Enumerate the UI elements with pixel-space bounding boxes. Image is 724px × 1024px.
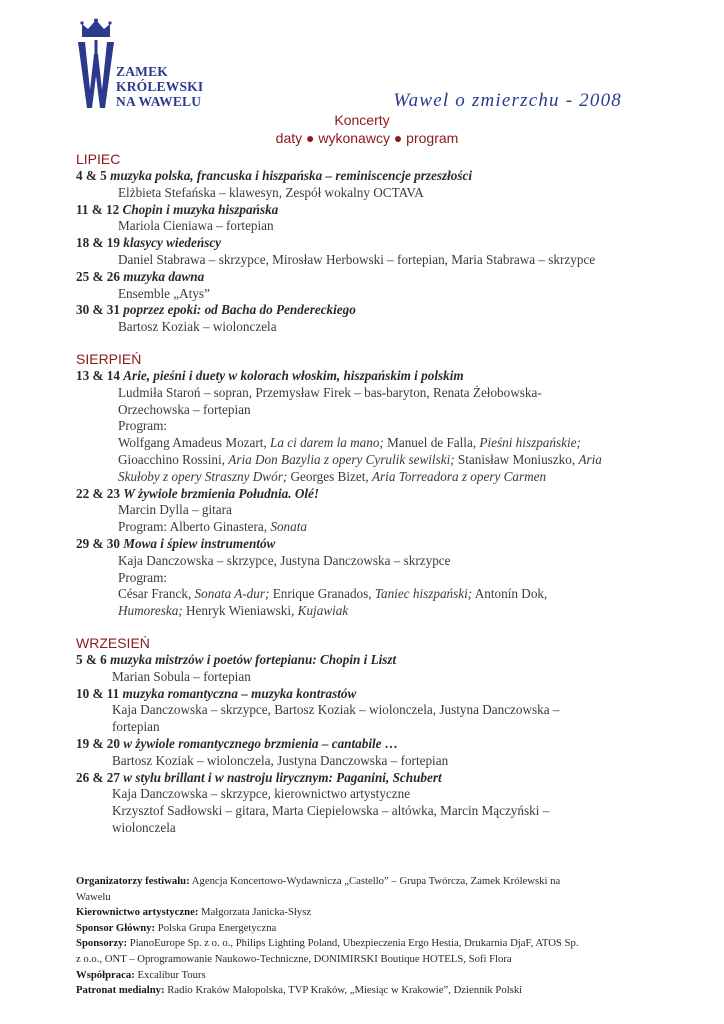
- organizers: [76, 874, 664, 890]
- event-performers: Kaja Danczowska – skrzypce, Bartosz Koziak – wiolonczela, Justyna Danczowska –: [112, 702, 560, 718]
- event-title: Arie, pieśni i duety w kolorach włoskim, hiszpańskim i polskim: [123, 367, 464, 383]
- event: [76, 652, 676, 686]
- composer: César Franck,: [118, 586, 195, 602]
- event: [76, 736, 676, 770]
- event: [76, 536, 676, 620]
- crown-w-emblem-icon: [76, 18, 116, 110]
- program-label: Program:: [118, 569, 168, 585]
- event-title: w stylu brillant i w nastroju lirycznym: Paganini, Schubert: [123, 769, 442, 785]
- composer: Gioacchino Rossini,: [118, 451, 229, 467]
- event-dates: 5 & 6: [76, 651, 107, 667]
- event-title: muzyka polska, francuska i hiszpańska – reminiscencje przeszłości: [110, 168, 473, 183]
- event-performers: fortepian: [112, 719, 160, 735]
- event-dates: 4 & 5: [76, 168, 107, 183]
- composer: Henryk Wieniawski,: [182, 603, 298, 619]
- festival-title: Wawel o zmierzchu - 2008: [393, 90, 622, 111]
- sponsors-cont: z o.o., ONT – Oprogramowanie Naukowo-Techniczne, DONIMIRSKI Boutique HOTELS, Sofi Flora: [76, 952, 512, 965]
- event-title: w żywiole romantycznego brzmienia – cantabile …: [123, 735, 399, 751]
- event-performers: Ensemble „Atys”: [118, 285, 210, 301]
- event-dates: 25 & 26: [76, 268, 120, 284]
- sponsors: [76, 936, 664, 952]
- event-performers: Bartosz Koziak – wiolonczela: [118, 319, 277, 335]
- work: Skułoby z opery Straszny Dwór;: [118, 468, 288, 484]
- event: [76, 770, 676, 837]
- event-title: W żywiole brzmienia Południa. Olé!: [123, 485, 320, 501]
- event-performers: Daniel Stabrawa – skrzypce, Mirosław Herbowski – fortepian, Maria Stabrawa – skrzypce: [118, 251, 596, 267]
- work: Humoreska;: [118, 603, 183, 619]
- composer: Georges Bizet,: [287, 468, 372, 484]
- event-dates: 13 & 14: [76, 367, 120, 383]
- logo-line-1: ZAMEK: [116, 64, 169, 79]
- event: [76, 302, 676, 336]
- logo-line-3: NA WAWELU: [116, 94, 202, 109]
- month-heading: SIERPIEŃ: [76, 350, 142, 367]
- month-heading: WRZESIEŃ: [76, 634, 150, 651]
- event: [76, 368, 676, 486]
- logo-line-2: KRÓLEWSKI: [116, 79, 204, 94]
- event-performers: Ludmiła Staroń – sopran, Przemysław Firek – bas-baryton, Renata Żełobowska-: [118, 384, 542, 400]
- credit-label: Patronat medialny:: [76, 984, 165, 997]
- event-dates: 29 & 30: [76, 535, 120, 551]
- work: Sonata: [270, 519, 307, 535]
- event-performers: wiolonczela: [112, 819, 176, 835]
- subtitle-concerts: Koncerty: [334, 112, 390, 128]
- credit-value: PianoEurope Sp. z o. o., Philips Lighting Poland, Ubezpieczenia Ergo Hestia, Drukarnia DjaF, ATOS Sp.: [127, 937, 579, 950]
- event-performers: Marcin Dylla – gitara: [118, 502, 232, 518]
- program-line: [76, 586, 676, 603]
- artistic-direction: [76, 905, 664, 921]
- event: [76, 202, 676, 236]
- event-dates: 26 & 27: [76, 769, 120, 785]
- festival-credits: [76, 874, 664, 999]
- event-dates: 18 & 19: [76, 235, 120, 251]
- credit-value: Radio Kraków Małopolska, TVP Kraków, „Miesiąc w Krakowie”, Dziennik Polski: [164, 984, 523, 997]
- zamek-krolewski-logo: [76, 18, 206, 113]
- work: Kujawiak: [297, 603, 349, 619]
- event: [76, 486, 676, 536]
- cooperation: [76, 968, 664, 984]
- event: [76, 235, 676, 269]
- event-title: klasycy wiedeńscy: [123, 235, 222, 251]
- event-title: Mowa i śpiew instrumentów: [123, 535, 276, 551]
- media-patronage: [76, 983, 664, 999]
- program-line: [76, 435, 676, 452]
- composer: Antonín Dok,: [472, 586, 548, 602]
- event-performers: Krzysztof Sadłowski – gitara, Marta Ciepielowska – altówka, Marcin Mączyński –: [112, 803, 550, 819]
- composer: Enrique Granados,: [269, 586, 375, 602]
- credit-label: Kierownictwo artystyczne:: [76, 906, 199, 919]
- event: [76, 686, 676, 736]
- work: Aria Don Bazylia z opery Cyrulik sewilski;: [228, 451, 455, 467]
- credit-value: Małgorzata Janicka-Słysz: [198, 906, 312, 919]
- month-heading: LIPIEC: [76, 151, 121, 167]
- event-dates: 10 & 11: [76, 685, 120, 701]
- concert-program: [76, 150, 676, 837]
- composer: Wolfgang Amadeus Mozart,: [118, 435, 271, 451]
- event-title: Chopin i muzyka hiszpańska: [122, 201, 279, 217]
- event-dates: 22 & 23: [76, 485, 120, 501]
- event-performers: Kaja Danczowska – skrzypce, kierownictwo artystyczne: [112, 786, 411, 802]
- composer: Program: Alberto Ginastera,: [118, 519, 271, 535]
- event: [76, 168, 676, 202]
- event-performers: Marian Sobula – fortepian: [112, 668, 251, 684]
- program-line: [76, 452, 676, 469]
- subtitle-details: daty ● wykonawcy ● program: [275, 130, 459, 146]
- event-dates: 19 & 20: [76, 735, 120, 751]
- event-title: muzyka mistrzów i poetów fortepianu: Chopin i Liszt: [110, 651, 397, 667]
- composer: Stanisław Moniuszko,: [454, 451, 579, 467]
- credit-value: Agencja Koncertowo-Wydawnicza „Castello” – Grupa Twórcza, Zamek Królewski na: [189, 875, 561, 887]
- event-dates: 30 & 31: [76, 302, 120, 318]
- event-performers: Mariola Cieniawa – fortepian: [118, 218, 274, 234]
- work: Aria: [578, 451, 602, 467]
- work: Sonata A-dur;: [194, 586, 270, 602]
- credit-label: Sponsor Główny:: [76, 921, 156, 934]
- credit-label: Sponsorzy:: [76, 937, 128, 950]
- program-label: Program:: [118, 418, 168, 434]
- work: La ci darem la mano;: [270, 435, 384, 451]
- event-title: muzyka dawna: [123, 268, 205, 284]
- credit-value: Polska Grupa Energetyczna: [155, 921, 277, 934]
- program-line: [76, 603, 676, 620]
- organizers-cont: Wawelu: [76, 890, 111, 903]
- event-dates: 11 & 12: [76, 201, 120, 217]
- credit-label: Organizatorzy festiwalu:: [76, 875, 190, 887]
- work: Aria Torreadora z opery Carmen: [371, 468, 547, 484]
- program-line: [76, 469, 676, 486]
- main-sponsor: [76, 921, 664, 937]
- event: [76, 269, 676, 303]
- event-title: poprzez epoki: od Bacha do Pendereckiego: [123, 302, 356, 318]
- event-performers: Orzechowska – fortepian: [118, 401, 251, 417]
- event-performers: Elżbieta Stefańska – klawesyn, Zespół wokalny OCTAVA: [118, 184, 424, 200]
- credit-value: Excalibur Tours: [134, 968, 206, 981]
- work: Taniec hiszpański;: [374, 586, 473, 602]
- credit-label: Współpraca:: [76, 968, 135, 981]
- event-title: muzyka romantyczna – muzyka kontrastów: [122, 685, 357, 701]
- work: Pieśni hiszpańskie;: [479, 435, 581, 451]
- program-line: [76, 519, 676, 536]
- composer: Manuel de Falla,: [383, 435, 480, 451]
- event-performers: Bartosz Koziak – wiolonczela, Justyna Danczowska – fortepian: [112, 752, 449, 768]
- event-performers: Kaja Danczowska – skrzypce, Justyna Danczowska – skrzypce: [118, 552, 451, 568]
